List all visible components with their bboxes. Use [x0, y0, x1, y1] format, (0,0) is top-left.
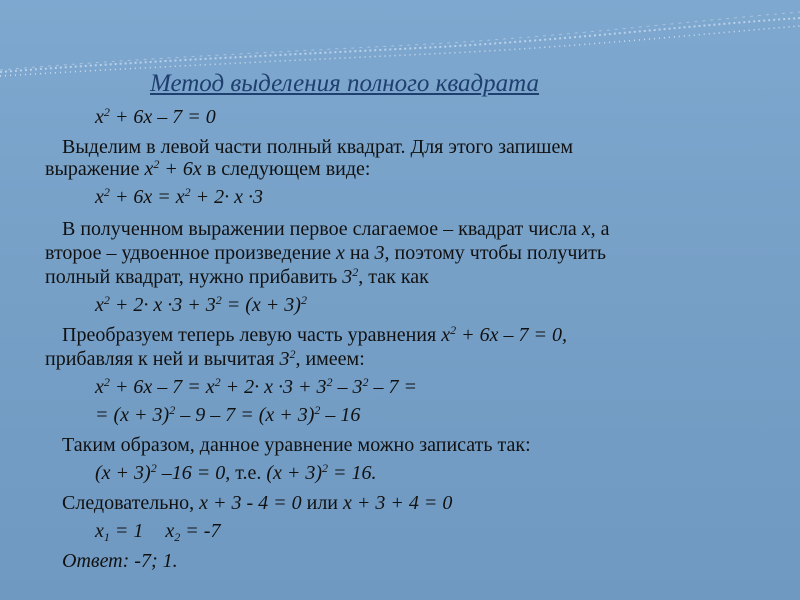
equation-square-identity: $x^2 + 2\cdot x \cdot 3 + 3^2 = (x + 3)^2$ — [95, 293, 307, 316]
equation-simplified: = $(x + 3)^2 - 9 - 7 = (x + 3)^2 - 16$ — [95, 403, 361, 426]
equation-rewrite: $x^2 + 6x = x^2 + 2\cdot x \cdot 3$ — [95, 185, 264, 208]
slide-title: Метод выделения полного квадрата — [150, 70, 540, 97]
paragraph-2-line-3: полный квадрат, нужно прибавить $3^2$, так как — [45, 265, 429, 288]
paragraph-4-line-1: Таким образом, данное уравнение можно записать так: — [62, 434, 531, 456]
paragraph-1-line-2: выражение $x^2 + 6x$ в следующем виде: — [45, 157, 371, 180]
paragraph-2-line-1: В полученном выражении первое слагаемое – квадрат числа x, а — [62, 218, 610, 240]
paragraph-1-line-1: Выделим в левой части полный квадрат. Для этого запишем — [62, 136, 573, 158]
paragraph-2-line-2: второе – удвоенное произведение x на 3, поэтому чтобы получить — [45, 242, 606, 264]
equation-rewritten: $(x + 3)^2$ –16 = 0, т.е. $(x + 3)^2 = 16$. — [95, 461, 377, 484]
equation-expansion: $x^2 + 6x - 7 = x^2 + 2\cdot x \cdot 3 + 3^2 - 3^2 - 7$ = — [95, 375, 418, 398]
paragraph-3-line-1: Преобразуем теперь левую часть уравнения $x^2 + 6x - 7 = 0$, — [62, 323, 567, 346]
answer-line: Ответ: -7; 1. — [62, 550, 178, 572]
roots-line: $x_1 = 1$ $x_2 = -7$ — [95, 520, 221, 544]
paragraph-3-line-2: прибавляя к ней и вычитая $3^2$, имеем: — [45, 347, 365, 370]
equation-original: $x^2 + 6x - 7 = 0$ — [95, 105, 216, 128]
paragraph-5-line-1: Следовательно, x + 3 - 4 = 0 или x + 3 + 4 = 0 — [62, 492, 453, 514]
